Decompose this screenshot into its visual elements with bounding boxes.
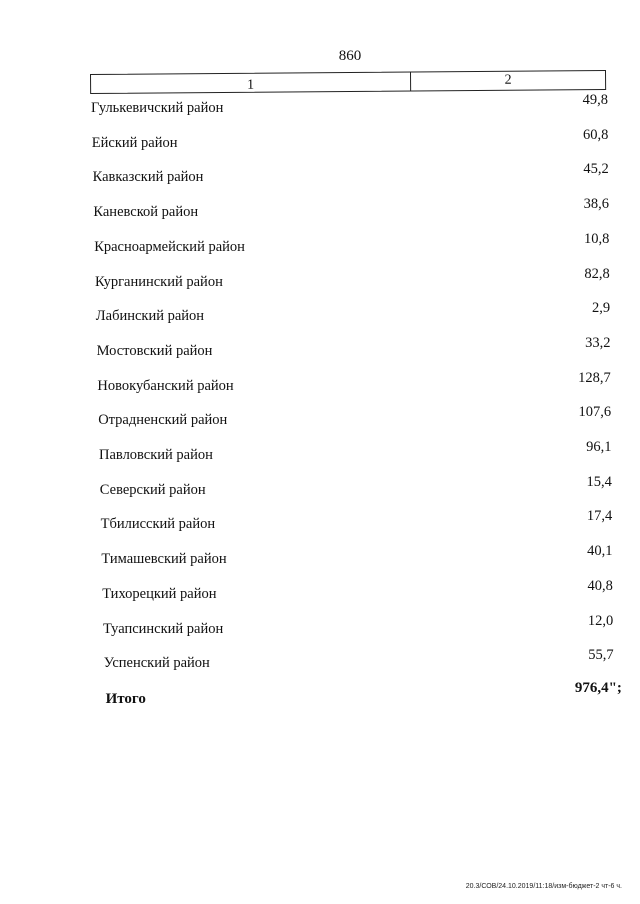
district-value: 17,4 (586, 508, 613, 525)
district-name: Каневской район (93, 204, 199, 221)
district-name: Гулькевичский район (91, 100, 224, 116)
district-value: 33,2 (585, 334, 611, 351)
district-value: 49,8 (582, 92, 608, 108)
district-name: Тихорецкий район (102, 585, 217, 602)
district-name: Лабинский район (95, 308, 205, 325)
district-value: 82,8 (584, 265, 610, 282)
district-name: Туапсинский район (103, 620, 224, 637)
district-value: 15,4 (586, 473, 612, 490)
district-name: Северский район (99, 481, 206, 498)
district-value: 60,8 (582, 126, 609, 143)
district-value: 96,1 (586, 439, 612, 455)
district-name: Курганинский район (95, 273, 223, 290)
district-value: 107,6 (578, 404, 612, 421)
district-name: Отрадненский район (98, 412, 228, 429)
district-name: Красноармейский район (94, 238, 245, 255)
district-value: 40,8 (587, 577, 613, 594)
district-value: 40,1 (587, 543, 613, 560)
district-value: 55,7 (588, 647, 614, 664)
district-name: Тимашевский район (101, 551, 227, 568)
district-value: 128,7 (578, 369, 611, 386)
district-name: Успенский район (103, 655, 210, 672)
district-name: Новокубанский район (97, 377, 234, 394)
district-value: 10,8 (584, 230, 610, 247)
footer-note: 20.3/СОВ/24.10.2019/11:18/изм-бюджет-2 чт-6 ч. (465, 883, 622, 890)
district-name: Ейский район (91, 134, 178, 151)
district-name: Тбилисский район (100, 516, 216, 533)
total-label: Итого (105, 690, 146, 707)
district-value: 12,0 (587, 612, 614, 629)
district-value: 38,6 (583, 196, 610, 213)
district-value: 45,2 (583, 161, 609, 178)
column-1-header: 1 (91, 72, 411, 93)
district-name: Мостовский район (96, 342, 213, 359)
district-name: Павловский район (99, 447, 213, 463)
total-value: 976,4"; (574, 679, 622, 696)
district-name: Кавказский район (92, 169, 204, 186)
district-value: 2,9 (591, 300, 611, 317)
column-2-header: 2 (504, 72, 512, 88)
page-number: 860 (338, 48, 362, 64)
